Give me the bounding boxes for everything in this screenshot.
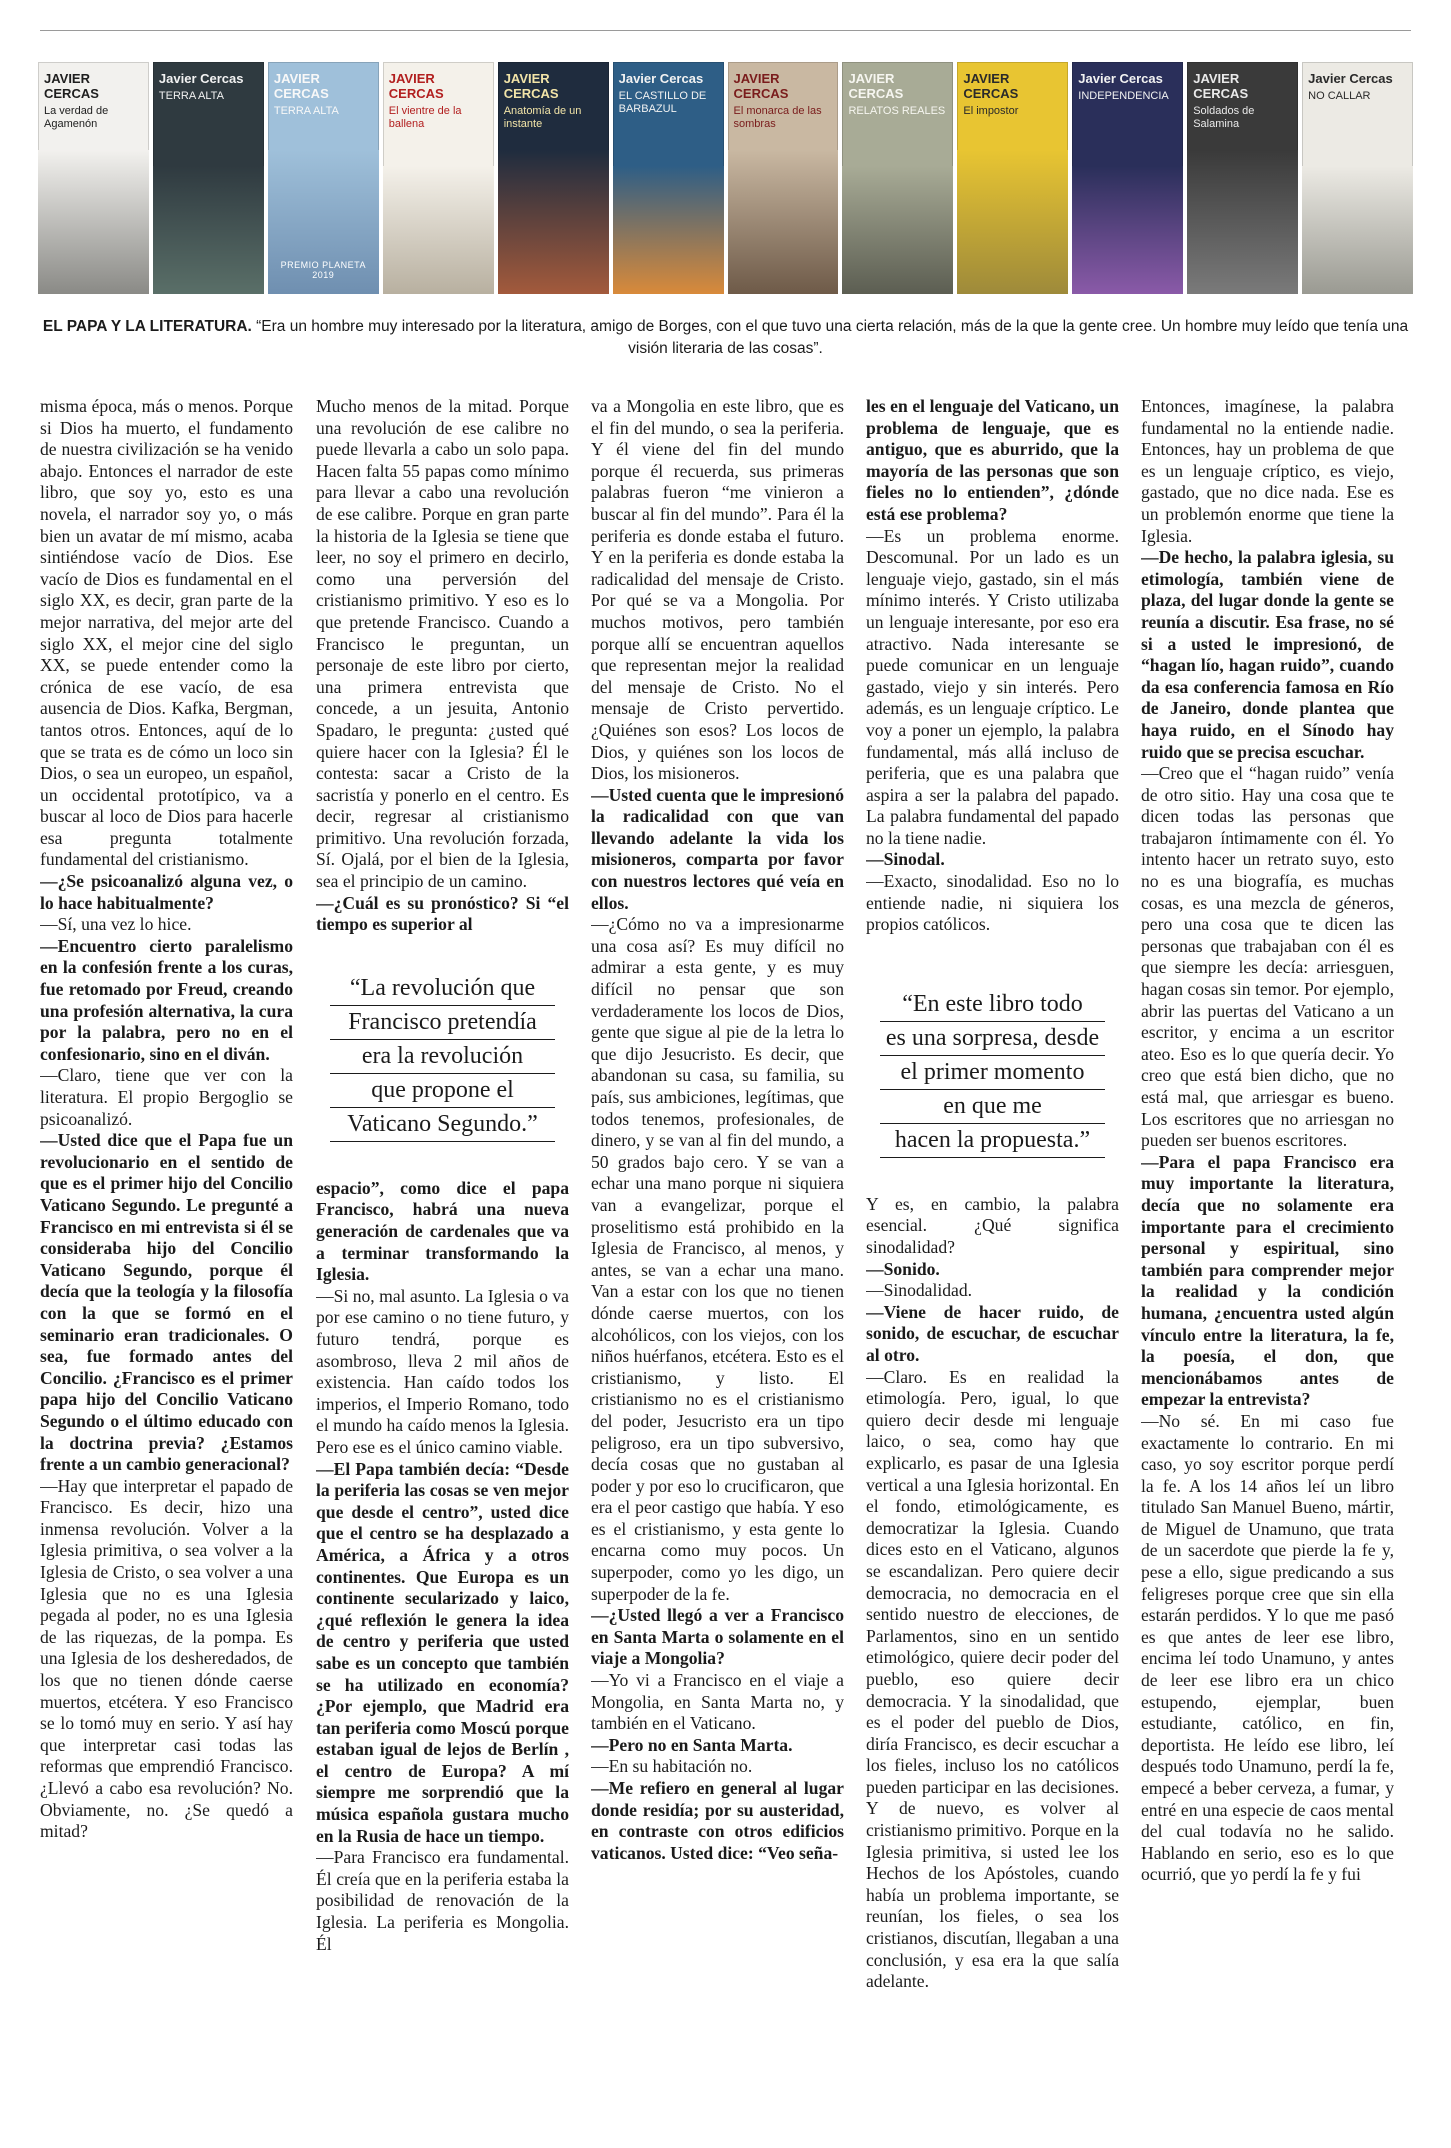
column-4 [866,396,1119,2146]
question-paragraph: —Sinodal. [866,849,945,870]
answer-paragraph: —Hay que interpretar el papado de Francisco. Es decir, hizo una inmensa revolución. Volver a la Iglesia primitiva, o sea volver a la Iglesia de Cristo, o sea volver a una Iglesia que no es una Iglesia pegada al poder, no es una Iglesia de las riquezas, de la pompa. Es una Iglesia de los desheredados, de los que no tienen dónde caerse muertos, etcétera. Y eso Francisco se lo tomó muy en serio. Y así hay que interpretar casi todas las reformas que emprendió Francisco. ¿Llevó a cabo esa revolución? No. Obviamente, no. ¿Se quedó a mitad? [40,1475,293,1842]
answer-paragraph: —Es un problema enorme. Descomunal. Por un lado es un lenguaje viejo, gastado, sin el más mínimo interés. Y Cristo utilizaba un lenguaje interesante, por eso era atractivo. Nada interesante se puede comunicar en un lenguaje gastado, viejo y sin interés. Pero además, es un lenguaje críptico. Le voy a poner un ejemplo, la palabra fundamental, más allá incluso de periferia, que es una palabra que aspira a ser la palabra del papado. La palabra fundamental del papado no la tiene nadie. [866,525,1119,848]
book-cover [383,62,494,294]
question-paragraph: les en el lenguaje del Vaticano, un problema de lenguaje, que es antiguo, que es aburrido, que la mayoría de las personas que son fieles no lo entienden”, ¿dónde está ese problema? [866,396,1119,524]
question-paragraph: espacio”, como dice el papa Francisco, habrá una nueva generación de cardenales que va a terminar transformando la Iglesia. [316,1177,569,1285]
answer-paragraph: —Claro, tiene que ver con la literatura. El propio Bergoglio se psicoanalizó. [40,1065,293,1129]
book-author: Javier Cercas [618,71,704,86]
pull-quote-line: “La revolución que [330,972,555,1006]
book-title: TERRA ALTA [273,104,339,117]
pull-quote-line: en que me [880,1090,1105,1124]
photo-caption [40,316,1411,360]
question-paragraph: —¿Usted llegó a ver a Francisco en Santa Marta o solamente en el viaje a Mongolia? [591,1605,844,1669]
answer-paragraph: —Claro. Es en realidad la etimología. Pero, igual, lo que quiero decir desde mi lenguaje laico, o sea, como hay que explicarlo, es pasar de una Iglesia vertical a una Iglesia horizontal. En el fondo, etimológicamente, es democratizar la Iglesia. Cuando dices esto en el Vaticano, algunos se escandalizan. Pero quiere decir democracia, no democracia en el sentido nuestro de elecciones, de Parlamentos, sino en un sentido etimológico, quiere decir poder del pueblo, eso quiere decir democracia. Y la sinodalidad, que es el poder del pueblo de Dios, diría Francisco, es decir escuchar a los fieles, incluso los no católicos pueden participar en las decisiones. Y de nuevo, es volver al cristianismo primitivo. Porque en la Iglesia primitiva, si usted lee los Hechos de los Apóstoles, cuando había un problema importante, se reunían, los fieles, o sea los cristianos, discutían, llegaban a una conclusión, y esa era la que salía adelante. [866,1366,1119,1992]
answer-paragraph: —No sé. En mi caso fue exactamente lo contrario. En mi caso, yo soy escritor porque perdí la fe. A los 14 años leí un libro titulado San Manuel Bueno, mártir, de Miguel de Unamuno, que trata de un sacerdote que pierde la fe y, pese a ello, sigue predicando a sus feligreses porque cree que sin ella estarán perdidos. Y lo que me pasó es que antes de leer ese libro, encima leí todo Unamuno, y antes de leer ese libro era un chico estupendo, ejemplar, buen estudiante, católico, en fin, deportista. He leído ese libro, leí después todo Unamuno, perdí la fe, empecé a beber cerveza, a fumar, y entré en una especie de caos mental del cual todavía no he salido. Hablando en serio, eso es lo que ocurrió, que yo perdí la fe y fui [1141,1410,1394,1885]
answer-paragraph: Y es, en cambio, la palabra esencial. ¿Qué significa sinodalidad? [866,1193,1119,1258]
top-rule [40,30,1411,31]
cover-illustration [613,166,724,294]
book-title: Soldados de Salamina [1193,104,1255,130]
book-title: La verdad de Agamenón [44,104,109,130]
book-cover [498,62,609,294]
cover-illustration [1072,166,1183,294]
cover-illustration [842,166,953,294]
book-author: JAVIER CERCAS [963,71,1019,101]
answer-paragraph: —En su habitación no. [591,1756,753,1777]
pull-quote-line: que propone el [330,1074,555,1108]
pull-quote-line: es una sorpresa, desde [880,1022,1105,1056]
column-1 [40,396,293,2146]
book-cover [842,62,953,294]
column-5 [1141,396,1394,2146]
book-cover [153,62,264,294]
cover-illustration [383,166,494,294]
book-cover [1187,62,1298,294]
book-cover [1072,62,1183,294]
book-award: PREMIO PLANETA 2019 [280,260,366,280]
pull-quote-2 [880,988,1105,1158]
pull-quote-line: Francisco pretendía [330,1006,555,1040]
pull-quote-1 [330,972,555,1142]
answer-paragraph: —Sí, una vez lo hice. [40,914,192,935]
book-author: Javier Cercas [1078,71,1163,86]
cover-illustration [728,150,839,294]
column-2 [316,396,569,2146]
book-cover [268,62,379,294]
pull-quote-line: hacen la propuesta.” [880,1124,1105,1158]
caption-lead: EL PAPA Y LA LITERATURA. [42,318,252,335]
question-paragraph: —Encuentro cierto paralelismo en la confesión frente a los curas, fue retomado por Freud, creando una profesión alternativa, la cura por la palabra, pero no en el confesionario, sino en el diván. [40,935,293,1064]
book-title: INDEPENDENCIA [1078,89,1169,102]
pull-quote-line: “En este libro todo [880,988,1105,1022]
cover-illustration [153,166,264,294]
cover-illustration [957,150,1068,294]
book-author: Javier Cercas [1308,71,1393,86]
book-author: JAVIER CERCAS [1193,71,1249,101]
book-cover [957,62,1068,294]
answer-paragraph: —Sinodalidad. [866,1280,973,1301]
question-paragraph: —¿Cuál es su pronóstico? Si “el tiempo es superior al [316,892,569,935]
book-cover [38,62,149,294]
question-paragraph: —Viene de hacer ruido, de sonido, de escuchar, de escuchar al otro. [866,1301,1119,1365]
book-cover [1302,62,1413,294]
answer-paragraph: —Si no, mal asunto. La Iglesia o va por ese camino o no tiene futuro, y futuro tendrá, porque es asombroso, lleva 2 mil años de existencia. Han caído todos los imperios, el Imperio Romano, todo el mundo ha caído menos la Iglesia. Pero ese es el único camino viable. [316,1285,569,1457]
answer-paragraph: misma época, más o menos. Porque si Dios ha muerto, el fundamento de nuestra civilización se ha venido abajo. Entonces el narrador de este libro, que soy yo, esto es una novela, el narrador soy yo, o más bien un avatar de mí mismo, acaba sintiéndose vacío de Dios. Ese vacío de Dios es fundamental en el siglo XX, es decir, gran parte de la mejor narrativa, del mejor arte del siglo XX, el mejor cine del siglo XX, se puede entender como la crónica de ese vacío, de esa ausencia de Dios. Kafka, Bergman, tantos otros. Entonces, aquí de lo que se trata es de cómo un loco sin Dios, o sea un europeo, un español, un occidental prototípico, va a buscar al loco de Dios para hacerle esa pregunta totalmente fundamental del cristianismo. [40,396,293,870]
book-author: JAVIER CERCAS [503,71,559,101]
book-title: El monarca de las sombras [733,104,822,130]
column-3 [591,396,844,2146]
book-cover [728,62,839,294]
book-title: EL CASTILLO DE BARBAZUL [618,89,707,115]
answer-paragraph: —Exacto, sinodalidad. Eso no lo entiende nadie, ni siquiera los propios católicos. [866,871,1119,935]
question-paragraph: —Sonido. [866,1258,940,1279]
cover-illustration [38,150,149,294]
cover-illustration [1187,150,1298,294]
pull-quote-line: era la revolución [330,1040,555,1074]
question-paragraph: —De hecho, la palabra iglesia, su etimología, también viene de plaza, del lugar donde la gente se reunía a discutir. Esa frase, no sé si a usted le impresionó, de “hagan lío, hagan ruido”, cuando da esa conferencia famosa en Río de Janeiro, donde plantea que haya ruido, en el Sínodo hay ruido que se precisa escuchar. [1141,547,1394,762]
answer-paragraph: —Yo vi a Francisco en el viaje a Mongolia, en Santa Marta no, y también en el Vaticano. [591,1670,844,1734]
book-title: TERRA ALTA [158,89,224,102]
cover-illustration [498,150,609,294]
question-paragraph: —Usted cuenta que le impresionó la radicalidad con que van llevando adelante la vida los misioneros, comparta por favor con nuestros lectores qué veía en ellos. [591,784,844,913]
book-author: JAVIER CERCAS [388,71,444,101]
book-title: NO CALLAR [1308,89,1371,102]
book-title: Anatomía de un instante [503,104,582,130]
answer-paragraph: va a Mongolia en este libro, que es el fin del mundo, o sea la periferia. Y él viene del fin del mundo porque él recuerda, sus primeras palabras fueron “me vinieron a buscar al fin del mundo”. Para él la periferia es donde estaba el futuro. Y en la periferia es donde estaba la radicalidad del mensaje de Cristo. Por qué se va a Mongolia. Por muchos motivos, pero también porque allí se encuentran aquellos que representan mejor la realidad del mensaje de Cristo. No el mensaje de Cristo pervertido. ¿Quiénes son esos? Los locos de Dios, y quiénes son los locos de Dios, los misioneros. [591,396,844,784]
question-paragraph: —Usted dice que el Papa fue un revolucionario en el sentido de que es el primer hijo del Concilio Vaticano Segundo. Le pregunté a Francisco en mi entrevista si él se consideraba hijo del Concilio Vaticano Segundo, porque él decía que la teología y la filosofía con la que se formó en el seminario eran tradicionales. O sea, fue formado antes del Concilio. ¿Francisco es el primer papa hijo del Concilio Vaticano Segundo o el último educado con la doctrina previa? ¿Estamos frente a un cambio generacional? [40,1130,293,1475]
book-author: JAVIER CERCAS [44,71,99,101]
book-title: El vientre de la ballena [388,104,462,130]
answer-paragraph: Entonces, imagínese, la palabra fundamental no la entiende nadie. Entonces, hay un problema de que es un lenguaje críptico, es viejo, gastado, que no dice nada. Ese es un problemón enorme que tiene la Iglesia. [1141,396,1394,546]
book-author: JAVIER CERCAS [273,71,329,101]
pull-quote-line: Vaticano Segundo.” [330,1108,555,1142]
book-title: El impostor [963,104,1019,117]
book-cover [613,62,724,294]
answer-paragraph: —Para Francisco era fundamental. Él creía que en la periferia estaba la posibilidad de renovación de la Iglesia. La periferia es Mongolia. Él [316,1847,569,1954]
book-title: RELATOS REALES [848,104,946,117]
answer-paragraph: Mucho menos de la mitad. Porque una revolución de ese calibre no puede llevarla a cabo un solo papa. Hacen falta 55 papas como mínimo para llevar a cabo una revolución de ese calibre. Porque en gran parte la historia de la Iglesia se tiene que leer, no soy el primero en decirlo, como una perversión del cristianismo primitivo. Y eso es lo que pretende Francisco. Cuando a Francisco le preguntan, un personaje de este libro por cierto, una primera entrevista que concede, a un jesuita, Antonio Spadaro, le pregunta: ¿usted qué quiere hacer con la Iglesia? Él le contesta: sacar a Cristo de la sacristía y ponerlo en el centro. Es decir, regresar al cristianismo primitivo. Una revolución forzada, Sí. Ojalá, por el bien de la Iglesia, sea el principio de un camino. [316,396,569,892]
question-paragraph: —Pero no en Santa Marta. [591,1734,793,1755]
question-paragraph: —Para el papa Francisco era muy importante la literatura, decía que no solamente era importante para el crecimiento personal y espiritual, sino también para comprender mejor la realidad y la condición humana, ¿encuentra usted algún vínculo entre la literatura, la fe, la poesía, el don, que mencionábamos antes de empezar la entrevista? [1141,1151,1394,1410]
cover-illustration [1302,166,1413,294]
question-paragraph: —Me refiero en general al lugar donde residía; por su austeridad, en contraste con otros edificios vaticanos. Usted dice: “Veo seña- [591,1778,844,1863]
pull-quote-line: el primer momento [880,1056,1105,1090]
book-author: JAVIER CERCAS [848,71,904,101]
book-covers-strip [38,62,1413,294]
caption-text: “Era un hombre muy interesado por la literatura, amigo de Borges, con el que tuvo una cierta relación, más de la que la gente cree. Un hombre muy leído que tenía una visión literaria de las cosas”. [251,318,1409,357]
answer-paragraph: —Creo que el “hagan ruido” venía de otro sitio. Hay una cosa que te dicen todas las personas que trabajaron íntimamente con él. Yo intento hacer un retrato suyo, esto no es una biografía, es muchas cosas, es una mezcla de géneros, pero una cosa que te dicen las personas que trabajaban con él es que siempre les decía: arriesguen, hagan cosas sin temor. Por ejemplo, abrir las puertas del Vaticano a un escritor, y encima a un escritor ateo. Eso es lo que quería decir. Yo creo que está bien dicho, que no está mal, que arriesgar es bueno. Los escritores que no arriesgan no pueden ser buenos escritores. [1141,763,1394,1151]
book-author: Javier Cercas [158,71,244,86]
answer-paragraph: —¿Cómo no va a impresionarme una cosa así? Es muy difícil no admirar a esta gente, y es muy difícil no pensar que son verdaderamente los locos de Dios, gente que sigue al pie de la letra lo que dijo Jesucristo. Es decir, que abandonan su casa, su familia, su país, sus ambiciones, legítimas, que todos tenemos, profesionales, de dinero, y se van al fin del mundo, a 50 grados bajo cero. Y se van a echar una mano porque ni siquiera van a evangelizar, porque el proselitismo está prohibido en la Iglesia de Francisco, al menos, y antes, se van a echar una mano. Van a estar con los que no tienen dónde caerse muertos, con los alcohólicos, con los viejos, con los niños huérfanos, etcétera. Esto es el cristianismo, y listo. El cristianismo no es el cristianismo del poder, Jesucristo era un tipo peligroso, era un tipo subversivo, decía cosas que no gustaban al poder y por eso lo crucificaron, que era el peor castigo que había. Y eso es el cristianismo, y esta gente lo encarna como muy pocos. Un superpoder, como yo les digo, un superpoder de la fe. [591,914,844,1604]
question-paragraph: —El Papa también decía: “Desde la periferia las cosas se ven mejor que desde el centro”, usted dice que el centro se ha desplazado a América, a África y a otros continentes. Que Europa es un continente secularizado y laico, ¿qué reflexión le genera la idea de centro y periferia que usted sabe es un concepto que también se ha utilizado en economía? ¿Por ejemplo, que Madrid era tan periferia como Moscú porque estaban igual de lejos de Berlín , el centro de Europa? A mí siempre me sorprendió que la música española gustara mucho en la Rusia de hace un tiempo. [316,1458,569,1846]
book-author: JAVIER CERCAS [733,71,789,101]
question-paragraph: —¿Se psicoanalizó alguna vez, o lo hace habitualmente? [40,871,293,913]
